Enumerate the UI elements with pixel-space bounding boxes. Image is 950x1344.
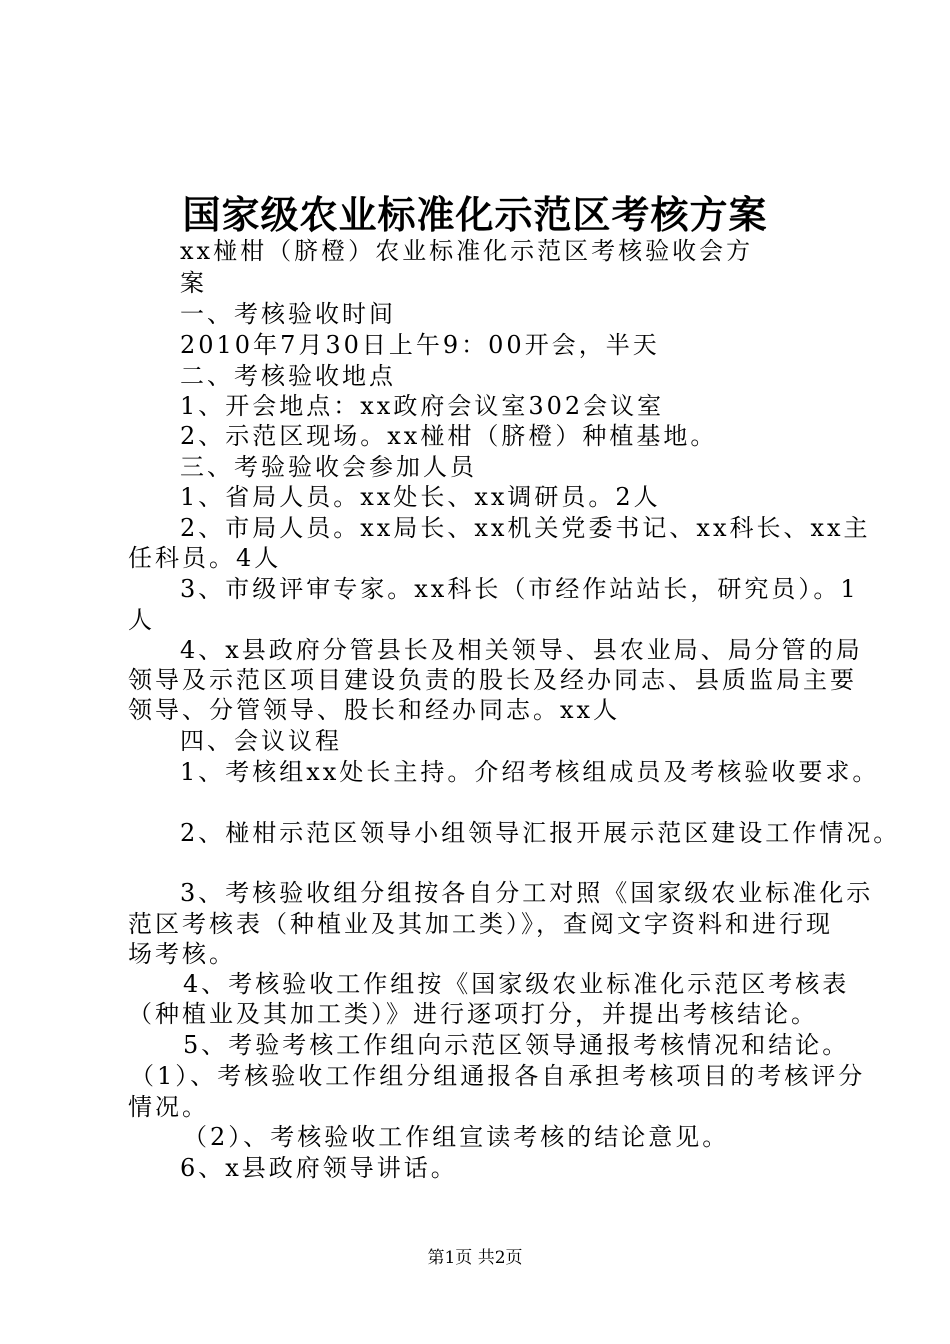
text-line: 1、省局人员。xx处长、xx调研员。2人 [180,483,661,511]
text-line: 4、考核验收工作组按《国家级农业标准化示范区考核表 [183,970,850,998]
text-line: 范区考核表（种植业及其加工类）》，查阅文字资料和进行现 [128,910,833,938]
text-line: 2、椪柑示范区领导小组领导汇报开展示范区建设工作情况。 [180,819,901,847]
text-line: 5、考验考核工作组向示范区领导通报考核情况和结论。 [183,1031,850,1059]
text-line: 案 [180,269,207,297]
text-line: 情况。 [128,1093,209,1121]
text-line: （种植业及其加工类）》进行逐项打分，并提出考核结论。 [128,1000,818,1028]
text-line: 6、x县政府领导讲话。 [180,1154,458,1182]
text-line: 人 [128,606,155,634]
text-line: 2010年7月30日上午9：00开会，半天 [180,331,660,359]
text-line: （1）、考核验收工作组分组通报各自承担考核项目的考核评分 [130,1062,866,1090]
text-line: 领导及示范区项目建设负责的股长及经办同志、县质监局主要 [128,666,857,694]
page-footer: 第1页 共2页 [427,1248,523,1268]
text-line: 四、会议议程 [180,727,342,755]
text-line: 2、示范区现场。xx椪柑（脐橙）种植基地。 [180,422,718,450]
text-line: 1、开会地点：xx政府会议室302会议室 [180,392,665,420]
text-line: 3、考核验收组分组按各自分工对照《国家级农业标准化示 [180,879,874,907]
text-line: 一、考核验收时间 [180,300,396,328]
text-line: 2、市局人员。xx局长、xx机关党委书记、xx科长、xx主 [180,514,871,542]
text-line: xx椪柑（脐橙）农业标准化示范区考核验收会方 [180,237,754,265]
text-line: 三、考验验收会参加人员 [180,453,477,481]
text-line: 领导、分管领导、股长和经办同志。xx人 [128,696,621,724]
text-line: 4、x县政府分管县长及相关领导、县农业局、局分管的局 [180,636,863,664]
text-line: 3、市级评审专家。xx科长（市经作站站长，研究员）。1 [180,575,859,603]
text-line: （2）、考核验收工作组宣读考核的结论意见。 [183,1123,730,1151]
text-line: 场考核。 [128,940,236,968]
text-line: 任科员。4人 [128,544,282,572]
text-line: 1、考核组xx处长主持。介绍考核组成员及考核验收要求。 [180,758,880,786]
text-line: 二、考核验收地点 [180,362,396,390]
page-title: 国家级农业标准化示范区考核方案 [182,193,768,237]
